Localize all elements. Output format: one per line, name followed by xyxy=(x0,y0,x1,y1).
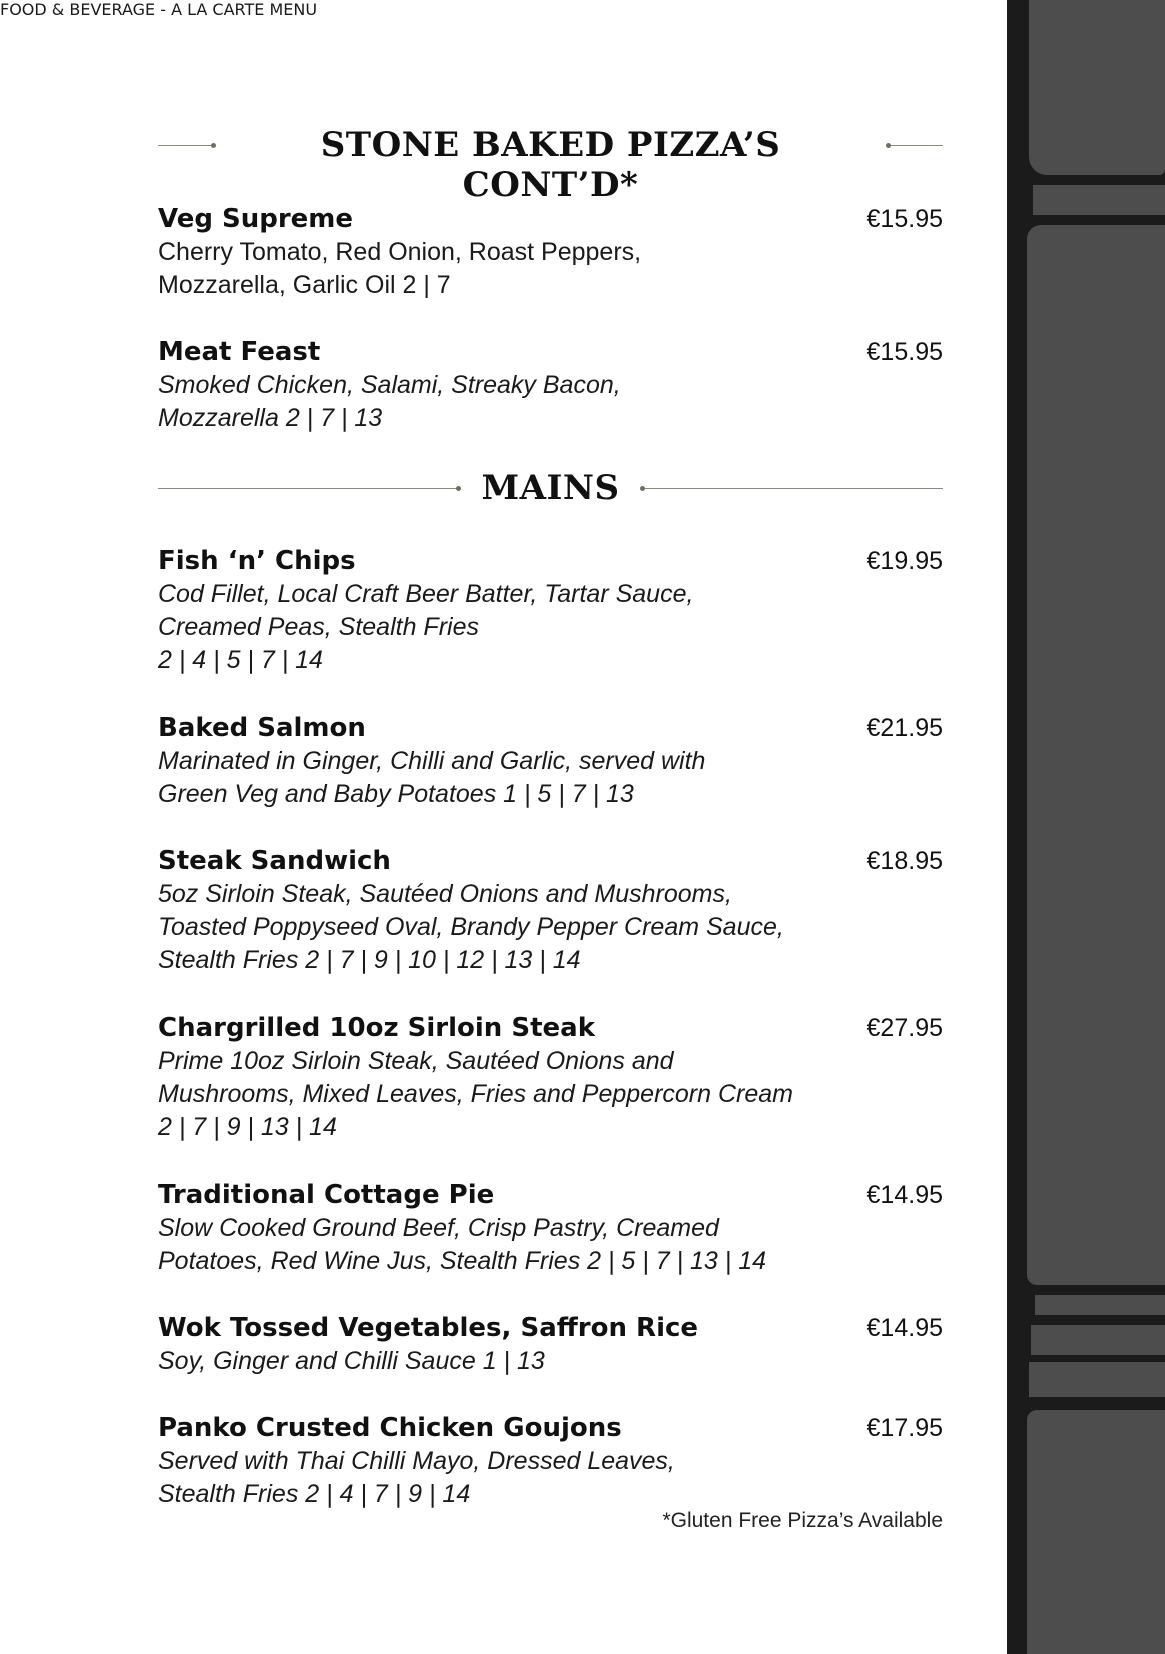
menu-item xyxy=(158,1312,943,1378)
item-price: €17.95 xyxy=(866,1414,943,1442)
item-name: Panko Crusted Chicken Goujons xyxy=(158,1413,622,1443)
sidebar-panel xyxy=(1031,1325,1165,1355)
item-price: €14.95 xyxy=(866,1181,943,1209)
item-price: €21.95 xyxy=(866,714,943,742)
item-name: Fish ‘n’ Chips xyxy=(158,546,356,576)
item-name: Steak Sandwich xyxy=(158,846,391,876)
gluten-free-footnote: *Gluten Free Pizza’s Available xyxy=(662,1509,943,1532)
sidebar-panel xyxy=(1033,185,1165,215)
item-price: €27.95 xyxy=(866,1014,943,1042)
menu-item xyxy=(158,1179,943,1278)
sidebar-title: FOOD & BEVERAGE - A LA CARTE MENU xyxy=(0,0,318,19)
item-name: Traditional Cottage Pie xyxy=(158,1180,495,1210)
heading-rule-left xyxy=(158,488,458,489)
sidebar-panel xyxy=(1029,0,1165,175)
item-price: €15.95 xyxy=(866,338,943,366)
sidebar-panel xyxy=(1035,1295,1165,1315)
heading-rule-left xyxy=(158,145,213,146)
section-heading-pizza xyxy=(158,125,943,205)
item-name: Baked Salmon xyxy=(158,713,366,743)
menu-item xyxy=(158,845,943,977)
item-description: Cod Fillet, Local Craft Beer Batter, Tartar Sauce, Creamed Peas, Stealth Fries 2 | 4 | 5 | 7 | 14 xyxy=(158,580,694,674)
menu-item xyxy=(158,1012,943,1144)
item-description: Marinated in Ginger, Chilli and Garlic, served with Green Veg and Baby Potatoes 1 | 5 | 7 | 13 xyxy=(158,747,706,808)
item-name: Meat Feast xyxy=(158,337,321,367)
menu-item xyxy=(158,1412,943,1511)
sidebar-panel xyxy=(1029,1362,1165,1397)
section-title-pizza: STONE BAKED PIZZA’S CONT’D* xyxy=(320,125,781,205)
item-price: €19.95 xyxy=(866,547,943,575)
item-description: Served with Thai Chilli Mayo, Dressed Leaves, Stealth Fries 2 | 4 | 7 | 9 | 14 xyxy=(158,1447,675,1508)
item-description: Cherry Tomato, Red Onion, Roast Peppers, Mozzarella, Garlic Oil 2 | 7 xyxy=(158,238,642,299)
sidebar-panel xyxy=(1027,1410,1165,1654)
item-description: Prime 10oz Sirloin Steak, Sautéed Onions and Mushrooms, Mixed Leaves, Fries and Peppercorn Cream 2 | 7 | 9 | 13 | 14 xyxy=(158,1047,793,1141)
menu-item xyxy=(158,203,943,302)
section-heading-mains xyxy=(158,468,943,508)
item-name: Veg Supreme xyxy=(158,204,354,234)
item-description: Soy, Ginger and Chilli Sauce 1 | 13 xyxy=(158,1347,545,1375)
heading-rule-right xyxy=(889,145,943,146)
item-price: €14.95 xyxy=(866,1314,943,1342)
section-title-mains: MAINS xyxy=(481,468,620,508)
heading-rule-right xyxy=(643,488,943,489)
item-name: Wok Tossed Vegetables, Saffron Rice xyxy=(158,1313,699,1343)
menu-item xyxy=(158,336,943,435)
item-description: Smoked Chicken, Salami, Streaky Bacon, Mozzarella 2 | 7 | 13 xyxy=(158,371,621,432)
menu-item xyxy=(158,545,943,677)
item-description: 5oz Sirloin Steak, Sautéed Onions and Mushrooms, Toasted Poppyseed Oval, Brandy Pepper Cream Sauce, Stealth Fries 2 | 7 | 9 | 10 | 12 | 13 | 14 xyxy=(158,880,784,974)
sidebar xyxy=(1007,0,1165,1654)
sidebar-panel xyxy=(1027,225,1165,1285)
item-price: €18.95 xyxy=(866,847,943,875)
item-price: €15.95 xyxy=(866,205,943,233)
item-name: Chargrilled 10oz Sirloin Steak xyxy=(158,1013,595,1043)
item-description: Slow Cooked Ground Beef, Crisp Pastry, Creamed Potatoes, Red Wine Jus, Stealth Fries 2 | 5 | 7 | 13 | 14 xyxy=(158,1214,767,1275)
menu-item xyxy=(158,712,943,811)
